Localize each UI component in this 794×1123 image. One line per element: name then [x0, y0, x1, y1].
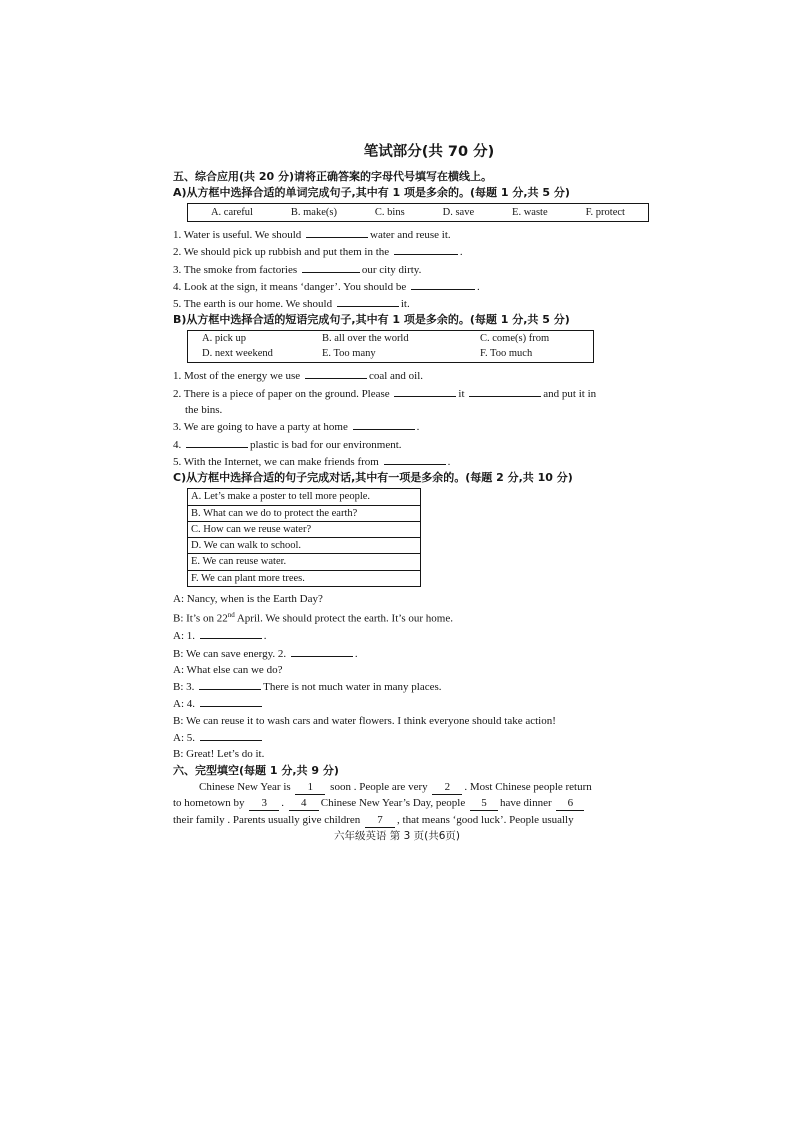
dialogue-line: B: Great! Let’s do it.	[173, 748, 265, 761]
cloze-blank[interactable]: 5	[470, 797, 498, 811]
partB-question: 3. We are going to have a party at home .	[173, 418, 663, 435]
partC-option: E. We can reuse water.	[188, 554, 420, 570]
dialogue-line: A: Nancy, when is the Earth Day?	[173, 593, 323, 606]
partC-option: D. We can walk to school.	[188, 538, 420, 554]
partB-option: C. come(s) from	[480, 333, 550, 345]
answer-blank[interactable]	[306, 226, 368, 238]
answer-blank[interactable]	[394, 385, 456, 397]
dialogue-line: A: 5.	[173, 729, 663, 746]
partB-question: 1. Most of the energy we use coal and oil.	[173, 367, 663, 384]
cloze-blank[interactable]: 2	[432, 781, 462, 795]
partB-question-continuation: the bins.	[185, 404, 223, 417]
answer-blank[interactable]	[200, 729, 262, 741]
partA-question: 4. Look at the sign, it means ‘danger’. You should be .	[173, 278, 663, 295]
dialogue-line: B: It’s on 22nd April. We should protect the earth. It’s our home.	[173, 611, 453, 625]
partC-option: B. What can we do to protect the earth?	[188, 506, 420, 522]
partB-option: D. next weekend	[202, 348, 273, 360]
partC-option-box	[187, 488, 421, 587]
page-title: 笔试部分(共 70 分)	[363, 144, 495, 160]
answer-blank[interactable]	[469, 385, 541, 397]
partA-question: 3. The smoke from factories our city dirty.	[173, 261, 663, 278]
cloze-blank[interactable]: 7	[365, 814, 395, 828]
partA-option-box	[187, 203, 649, 222]
partC-option: F. We can plant more trees.	[191, 572, 305, 584]
cloze-line: Chinese New Year is 1 soon . People are very 2 . Most Chinese people return	[199, 780, 592, 793]
dialogue-line: A: 4.	[173, 695, 663, 712]
partB-question: 2. There is a piece of paper on the ground. Please it and put it in	[173, 385, 663, 402]
partA-option: B. make(s)	[290, 207, 337, 218]
partC-option: C. How can we reuse water?	[188, 522, 420, 538]
page-footer: 六年级英语 第 3 页(共6页)	[333, 830, 461, 842]
partC-option: A. Let’s make a poster to tell more people.	[188, 489, 420, 505]
page-content	[173, 140, 663, 828]
cloze-line: to hometown by 3 . 4 Chinese New Year’s Day, people 5 have dinner 6	[173, 795, 663, 812]
cloze-blank[interactable]: 3	[249, 797, 279, 811]
dialogue-line: B: 3. There is not much water in many places.	[173, 678, 663, 695]
cloze-blank[interactable]: 6	[556, 797, 584, 811]
partA-option: E. waste	[512, 207, 548, 218]
answer-blank[interactable]	[186, 436, 248, 448]
partA-question: 1. Water is useful. We should water and reuse it.	[173, 226, 663, 243]
answer-blank[interactable]	[302, 261, 360, 273]
partB-heading: B)从方框中选择合适的短语完成句子,其中有 1 项是多余的。(每题 1 分,共 5 分)	[173, 313, 570, 327]
answer-blank[interactable]	[384, 453, 446, 465]
partB-option: A. pick up	[202, 333, 247, 345]
dialogue-line: B: We can save energy. 2. .	[173, 645, 663, 662]
dialogue-line: B: We can reuse it to wash cars and water flowers. I think everyone should take action!	[173, 714, 556, 727]
dialogue-line: A: 1. .	[173, 627, 663, 644]
dialogue-line: A: What else can we do?	[173, 663, 283, 676]
answer-blank[interactable]	[200, 627, 262, 639]
answer-blank[interactable]	[337, 295, 399, 307]
section5-heading: 五、综合应用(共 20 分)请将正确答案的字母代号填写在横线上。	[173, 170, 493, 183]
partB-option-box	[187, 330, 594, 363]
partA-heading: A)从方框中选择合适的单词完成句子,其中有 1 项是多余的。(每题 1 分,共 5 分)	[173, 186, 570, 199]
section6-heading: 六、完型填空(每题 1 分,共 9 分)	[173, 763, 339, 777]
partA-option: F. protect	[585, 207, 625, 218]
partB-question: 4. plastic is bad for our environment.	[173, 436, 663, 453]
partB-question: 5. With the Internet, we can make friends from .	[173, 453, 663, 470]
cloze-blank[interactable]: 4	[289, 797, 319, 811]
partA-option: C. bins	[374, 207, 405, 218]
partA-option: D. save	[442, 207, 475, 218]
cloze-blank[interactable]: 1	[295, 781, 325, 795]
partA-question: 5. The earth is our home. We should it.	[173, 295, 663, 312]
partA-option: A. careful	[210, 207, 253, 218]
partA-question: 2. We should pick up rubbish and put them in the .	[173, 243, 663, 260]
answer-blank[interactable]	[353, 418, 415, 430]
partB-option: E. Too many	[322, 348, 376, 360]
answer-blank[interactable]	[199, 678, 261, 690]
cloze-line: their family . Parents usually give children 7 , that means ‘good luck’. People usually	[173, 813, 574, 826]
answer-blank[interactable]	[200, 695, 262, 707]
answer-blank[interactable]	[305, 367, 367, 379]
answer-blank[interactable]	[291, 645, 353, 657]
partC-heading: C)从方框中选择合适的句子完成对话,其中有一项是多余的。(每题 2 分,共 10 分)	[173, 471, 573, 485]
partB-option: B. all over the world	[322, 333, 409, 345]
partB-option: F. Too much	[480, 348, 533, 360]
answer-blank[interactable]	[411, 278, 475, 290]
answer-blank[interactable]	[394, 243, 458, 255]
